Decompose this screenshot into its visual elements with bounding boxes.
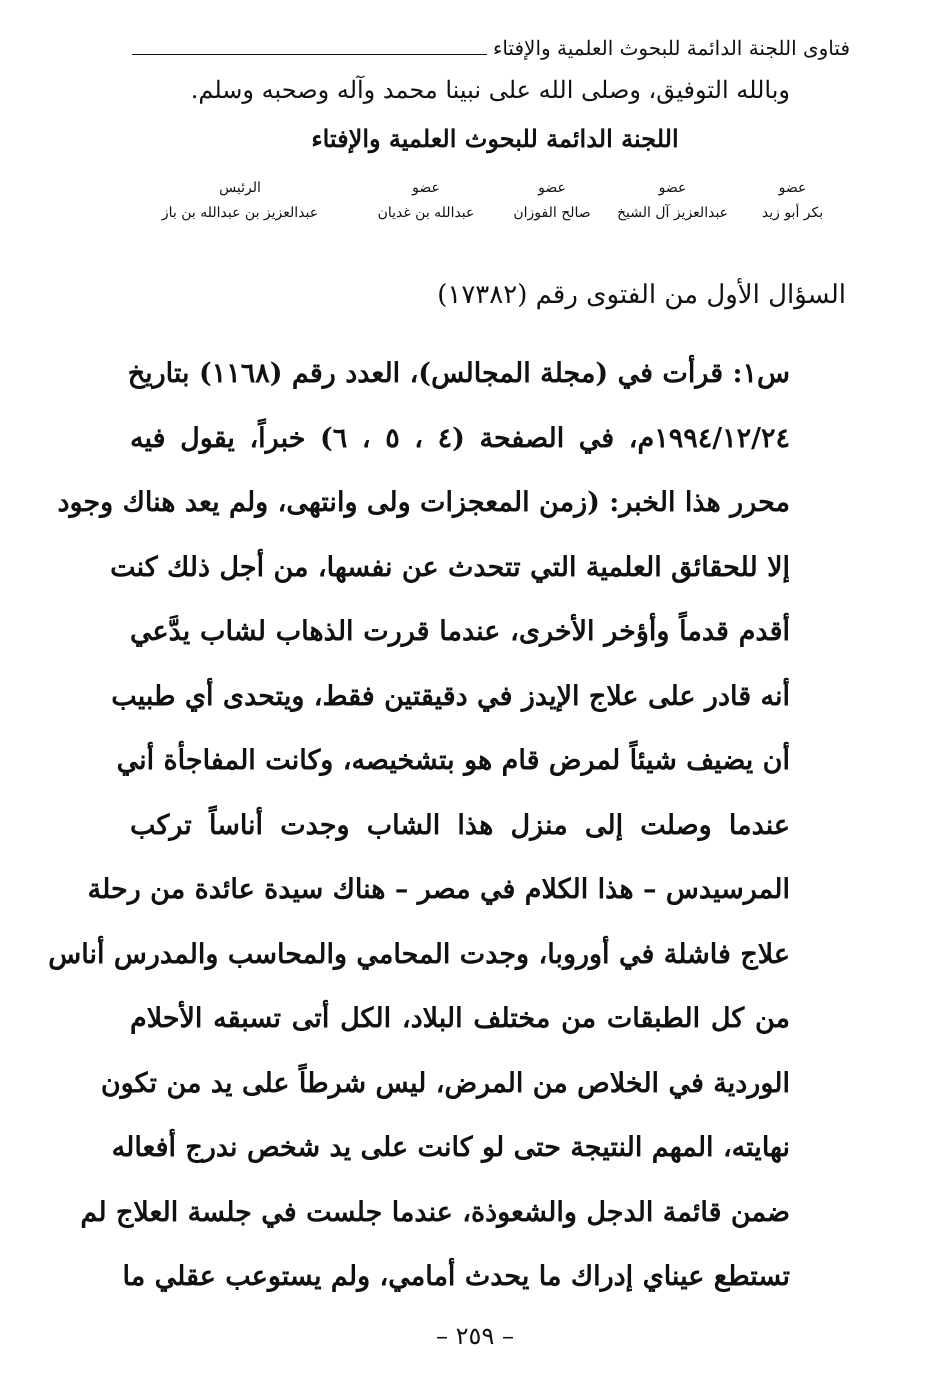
body-line: الوردية في الخلاص من المرض، ليس شرطاً على يد من تكون xyxy=(100,1067,790,1099)
signatory-name: بكر أبو زيد xyxy=(761,205,824,221)
committee-name: اللجنة الدائمة للبحوث العلمية والإفتاء xyxy=(311,124,679,153)
signatory-name: عبدالعزيز آل الشيخ xyxy=(616,205,729,221)
question-body xyxy=(48,344,790,1312)
body-line: عندما وصلت إلى منزل هذا الشاب وجدت أناساً تركب xyxy=(130,809,790,841)
question-title: السؤال الأول من الفتوى رقم (١٧٣٨٢) xyxy=(437,280,846,310)
header-title: فتاوى اللجنة الدائمة للبحوث العلمية والإفتاء xyxy=(492,36,850,60)
signatory xyxy=(610,176,735,226)
signatory xyxy=(145,176,335,226)
body-line: إلا للحقائق العلمية التي تتحدث عن نفسها، من أجل ذلك كنت xyxy=(110,551,790,583)
running-header xyxy=(132,28,850,60)
signatory-role: عضو xyxy=(658,180,687,196)
body-line: أن يضيف شيئاً لمرض قام هو بتشخيصه، وكانت المفاجأة أني xyxy=(116,745,790,776)
signatory-role: عضو xyxy=(538,180,566,196)
page-number: – ٢٥٩ – xyxy=(436,1322,514,1350)
body-line: علاج فاشلة في أوروبا، وجدت المحامي والمحاسب والمدرس أناس xyxy=(48,938,790,970)
body-line: ضمن قائمة الدجل والشعوذة، عندما جلست في جلسة العلاج لم xyxy=(80,1196,790,1228)
signatory-role: الرئيس xyxy=(219,180,261,196)
body-line: ١٩٩٤/١٢/٢٤م، في الصفحة (٤ ، ٥ ، ٦) خبراً، يقول فيه xyxy=(130,422,790,454)
body-line: محرر هذا الخبر: (زمن المعجزات ولى وانتهى، ولم يعد هناك وجود xyxy=(57,487,790,518)
signatory-name: عبدالله بن غديان xyxy=(377,205,475,221)
header-rule xyxy=(132,54,487,55)
signatory-role: عضو xyxy=(412,180,440,196)
signatory-role: عضو xyxy=(778,180,807,196)
signatories xyxy=(140,176,840,246)
signatory-name: صالح الفوزان xyxy=(513,205,591,221)
body-line: تستطع عيناي إدراك ما يحدث أمامي، ولم يستوعب عقلي ما xyxy=(122,1261,790,1292)
signatory xyxy=(745,176,840,226)
body-line: س١: قرأت في (مجلة المجالس)، العدد رقم (١١٦٨) بتاريخ xyxy=(127,358,790,389)
body-line: أنه قادر على علاج الإيدز في دقيقتين فقط، ويتحدى أي طبيب xyxy=(111,680,790,712)
signatory xyxy=(502,176,602,226)
body-line: نهايته، المهم النتيجة حتى لو كانت على يد شخص ندرج أفعاله xyxy=(111,1132,790,1163)
body-line: من كل الطبقات من مختلف البلاد، الكل أتى تسبقه الأحلام xyxy=(130,1003,790,1034)
body-line: المرسيدس – هذا الكلام في مصر – هناك سيدة عائدة من رحلة xyxy=(87,874,790,905)
signatory xyxy=(370,176,482,226)
closing-formula: وبالله التوفيق، وصلى الله على نبينا محمد وآله وصحبه وسلم. xyxy=(190,76,790,104)
body-line: أقدم قدماً وأؤخر الأخرى، عندما قررت الذهاب لشاب يدَّعي xyxy=(130,616,790,647)
signatory-name: عبدالعزيز بن عبدالله بن باز xyxy=(161,205,319,221)
